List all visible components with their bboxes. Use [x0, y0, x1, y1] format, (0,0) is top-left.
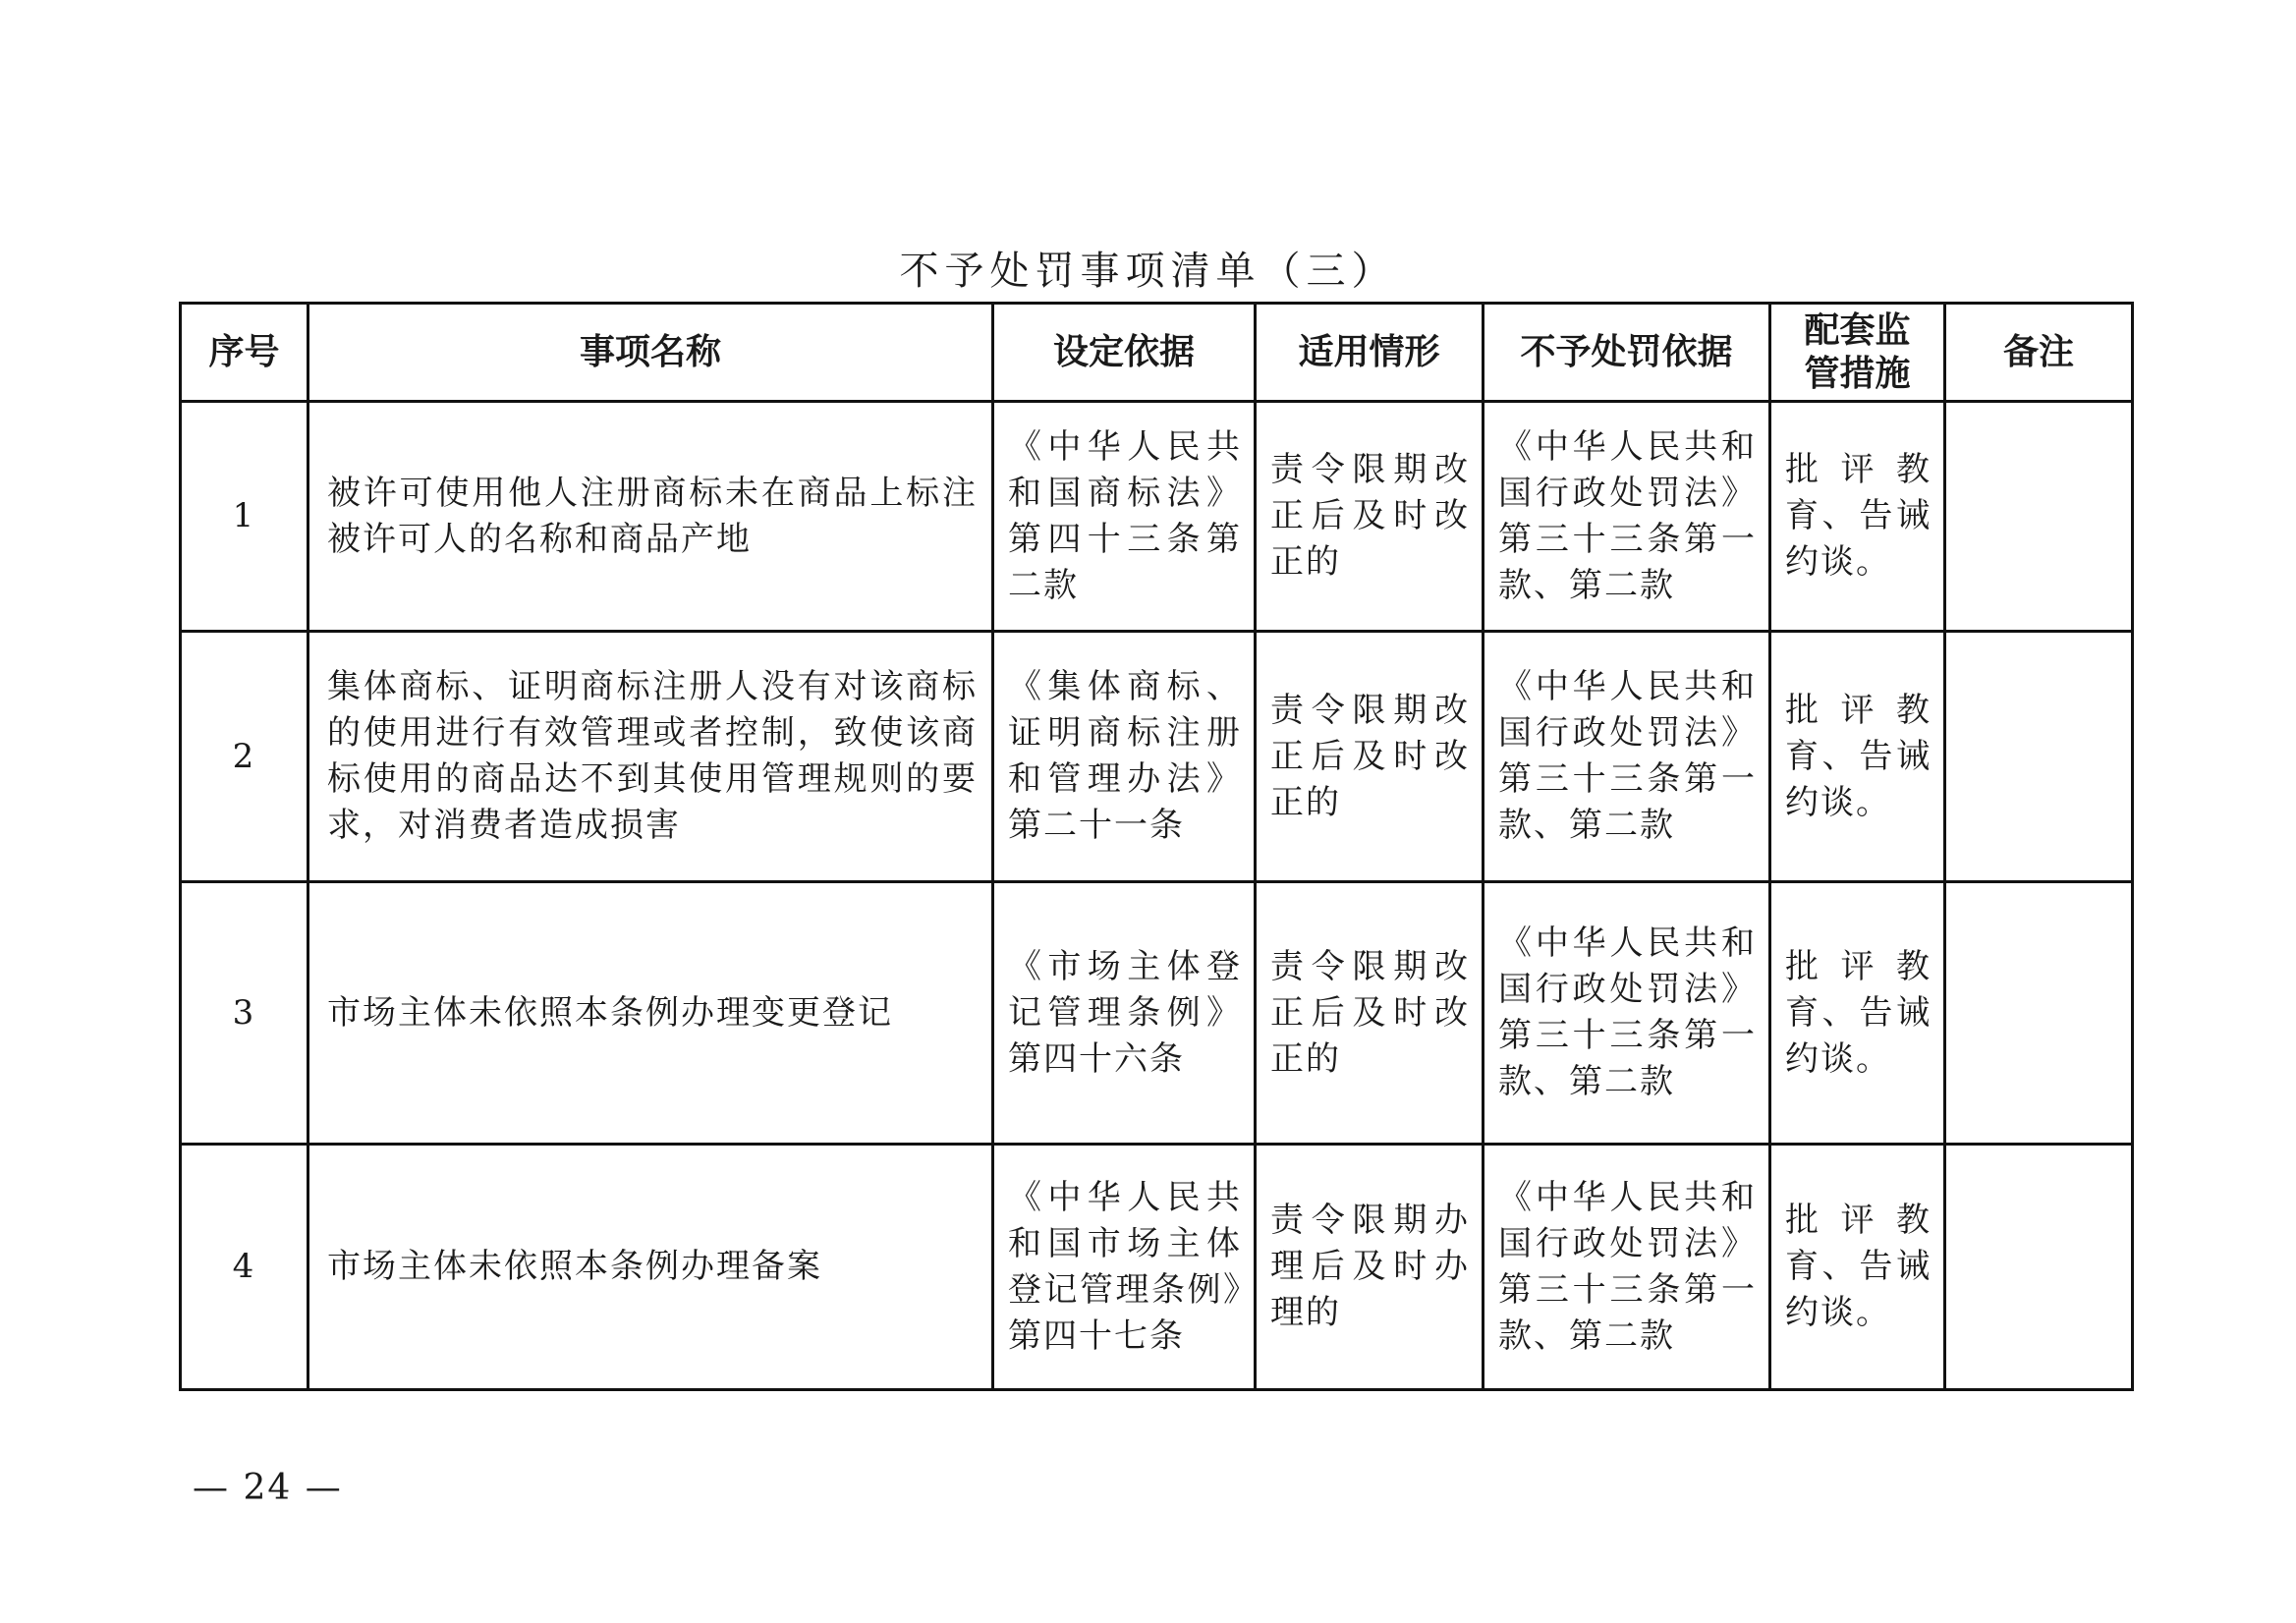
cell-exemption-basis: 《中华人民共和国行政处罚法》第三十三条第一款、第二款 — [1484, 882, 1770, 1145]
cell-item-name: 被许可使用他人注册商标未在商品上标注被许可人的名称和商品产地 — [308, 402, 993, 632]
cell-basis: 《中华人民共和国商标法》第四十三条第二款 — [993, 402, 1256, 632]
cell-basis: 《市场主体登记管理条例》第四十六条 — [993, 882, 1256, 1145]
cell-seq: 4 — [181, 1145, 308, 1390]
table-header-row — [181, 304, 2133, 402]
cell-measures: 批评教育、告诫约谈。 — [1770, 632, 1945, 882]
cell-situation: 责令限期改正后及时改正的 — [1256, 402, 1484, 632]
header-basis: 设定依据 — [993, 304, 1256, 402]
header-measures-label: 配套监管措施 — [1804, 309, 1911, 394]
cell-seq: 1 — [181, 402, 308, 632]
cell-remarks — [1945, 882, 2133, 1145]
table-row — [181, 882, 2133, 1145]
cell-situation: 责令限期办理后及时办理的 — [1256, 1145, 1484, 1390]
penalty-exemption-table — [179, 302, 2134, 1391]
cell-exemption-basis: 《中华人民共和国行政处罚法》第三十三条第一款、第二款 — [1484, 402, 1770, 632]
header-situation: 适用情形 — [1256, 304, 1484, 402]
cell-measures: 批评教育、告诫约谈。 — [1770, 882, 1945, 1145]
cell-item-name: 市场主体未依照本条例办理变更登记 — [308, 882, 993, 1145]
cell-basis: 《集体商标、证明商标注册和管理办法》第二十一条 — [993, 632, 1256, 882]
cell-measures: 批评教育、告诫约谈。 — [1770, 402, 1945, 632]
cell-seq: 3 — [181, 882, 308, 1145]
cell-remarks — [1945, 1145, 2133, 1390]
page-number: — 24 — — [193, 1468, 343, 1508]
table-row — [181, 402, 2133, 632]
cell-exemption-basis: 《中华人民共和国行政处罚法》第三十三条第一款、第二款 — [1484, 632, 1770, 882]
header-item-name: 事项名称 — [308, 304, 993, 402]
cell-situation: 责令限期改正后及时改正的 — [1256, 632, 1484, 882]
table-row — [181, 1145, 2133, 1390]
cell-basis: 《中华人民共和国市场主体登记管理条例》第四十七条 — [993, 1145, 1256, 1390]
cell-remarks — [1945, 632, 2133, 882]
page-title: 不予处罚事项清单（三） — [899, 249, 1397, 294]
header-remarks: 备注 — [1945, 304, 2133, 402]
cell-situation: 责令限期改正后及时改正的 — [1256, 882, 1484, 1145]
cell-measures: 批评教育、告诫约谈。 — [1770, 1145, 1945, 1390]
header-exemption-basis: 不予处罚依据 — [1484, 304, 1770, 402]
cell-seq: 2 — [181, 632, 308, 882]
cell-item-name: 市场主体未依照本条例办理备案 — [308, 1145, 993, 1390]
table-row — [181, 632, 2133, 882]
header-measures — [1770, 304, 1945, 402]
cell-remarks — [1945, 402, 2133, 632]
cell-exemption-basis: 《中华人民共和国行政处罚法》第三十三条第一款、第二款 — [1484, 1145, 1770, 1390]
header-seq: 序号 — [181, 304, 308, 402]
cell-item-name: 集体商标、证明商标注册人没有对该商标的使用进行有效管理或者控制，致使该商标使用的商品达不到其使用管理规则的要求，对消费者造成损害 — [308, 632, 993, 882]
